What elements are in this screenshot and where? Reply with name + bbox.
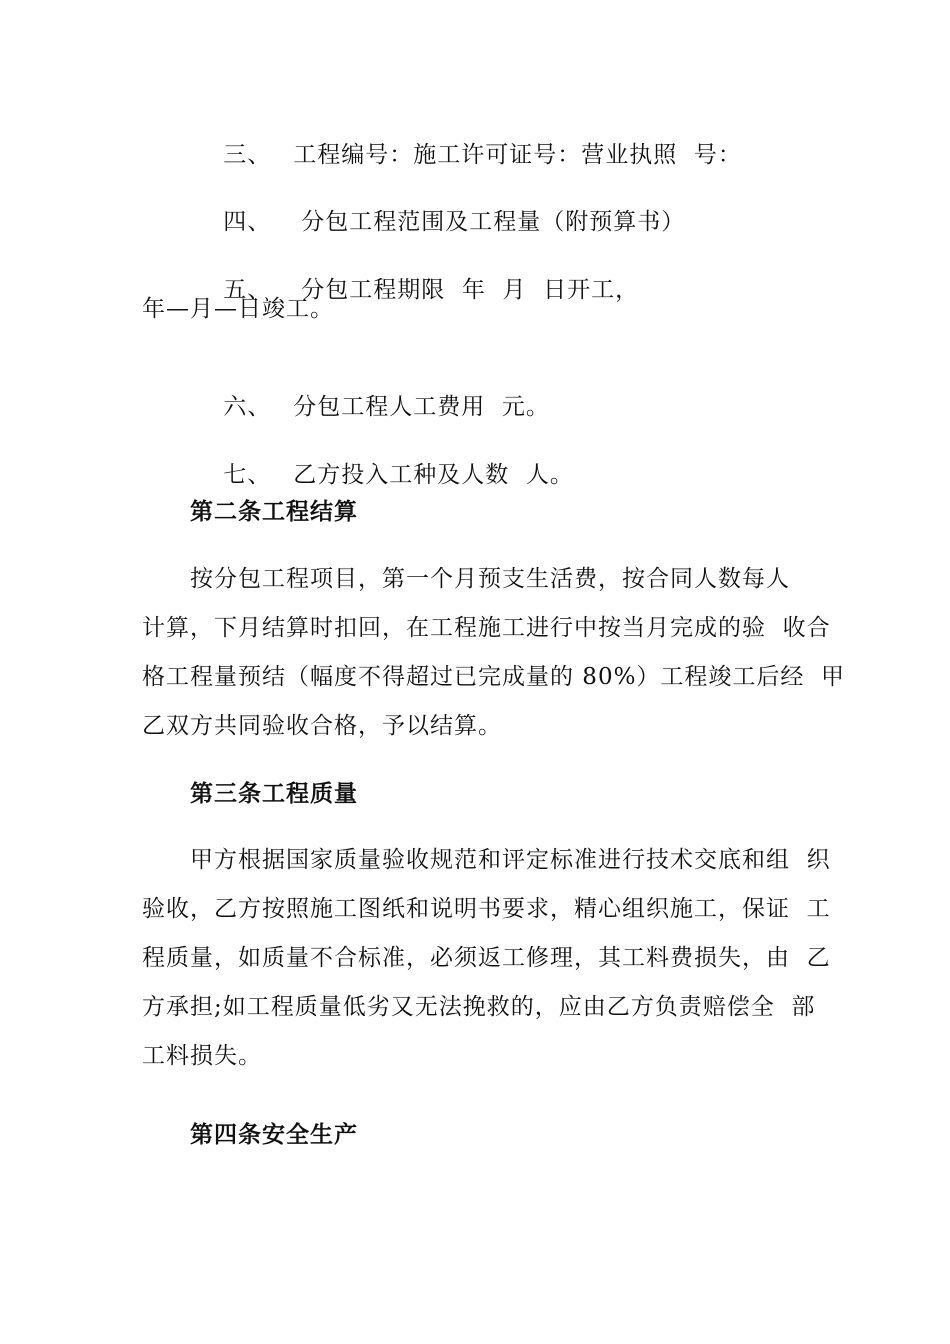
item-4-marker: 四、: [223, 209, 272, 235]
item-7-text: 乙方投入工种及人数 人。: [293, 462, 574, 488]
item-5-continuation: 年—月—日竣工。: [142, 296, 334, 322]
article-2-line: 乙双方共同验收合格，予以结算。: [142, 713, 502, 739]
item-6-marker: 六、: [223, 394, 272, 420]
item-6-text: 分包工程人工费用 元。: [293, 394, 550, 420]
item-7-marker: 七、: [223, 462, 272, 488]
item-5-text: 分包工程期限 年 月 日开工，: [301, 277, 640, 303]
article-2-heading: 第二条工程结算: [190, 499, 358, 525]
item-3-marker: 三、: [223, 142, 272, 168]
article-3-line: 方承担;如工程质量低劣又无法挽救的，应由乙方负责赔偿全 部: [142, 994, 816, 1020]
article-3-line: 验收，乙方按照施工图纸和说明书要求，精心组织施工，保证 工: [142, 896, 831, 922]
article-3-line: 甲方根据国家质量验收规范和评定标准进行技术交底和组 织: [190, 847, 831, 873]
article-3-heading: 第三条工程质量: [190, 781, 358, 807]
article-2-line: 按分包工程项目，第一个月预支生活费，按合同人数每人: [190, 566, 790, 592]
article-2-line: 格工程量预结（幅度不得超过已完成量的 80%）工程竣工后经 甲: [142, 664, 846, 690]
article-2-line: 计算，下月结算时扣回，在工程施工进行中按当月完成的验 收合: [142, 615, 831, 641]
item-5-marker: 五、: [223, 277, 272, 303]
article-3-line: 程质量，如质量不合标准，必须返工修理，其工料费损失，由 乙: [142, 945, 831, 971]
item-3-text: 工程编号：施工许可证号：营业执照 号：: [293, 142, 742, 168]
article-3-line: 工料损失。: [142, 1043, 262, 1069]
item-4-text: 分包工程范围及工程量（附预算书）: [301, 209, 686, 235]
article-4-heading: 第四条安全生产: [190, 1122, 358, 1148]
